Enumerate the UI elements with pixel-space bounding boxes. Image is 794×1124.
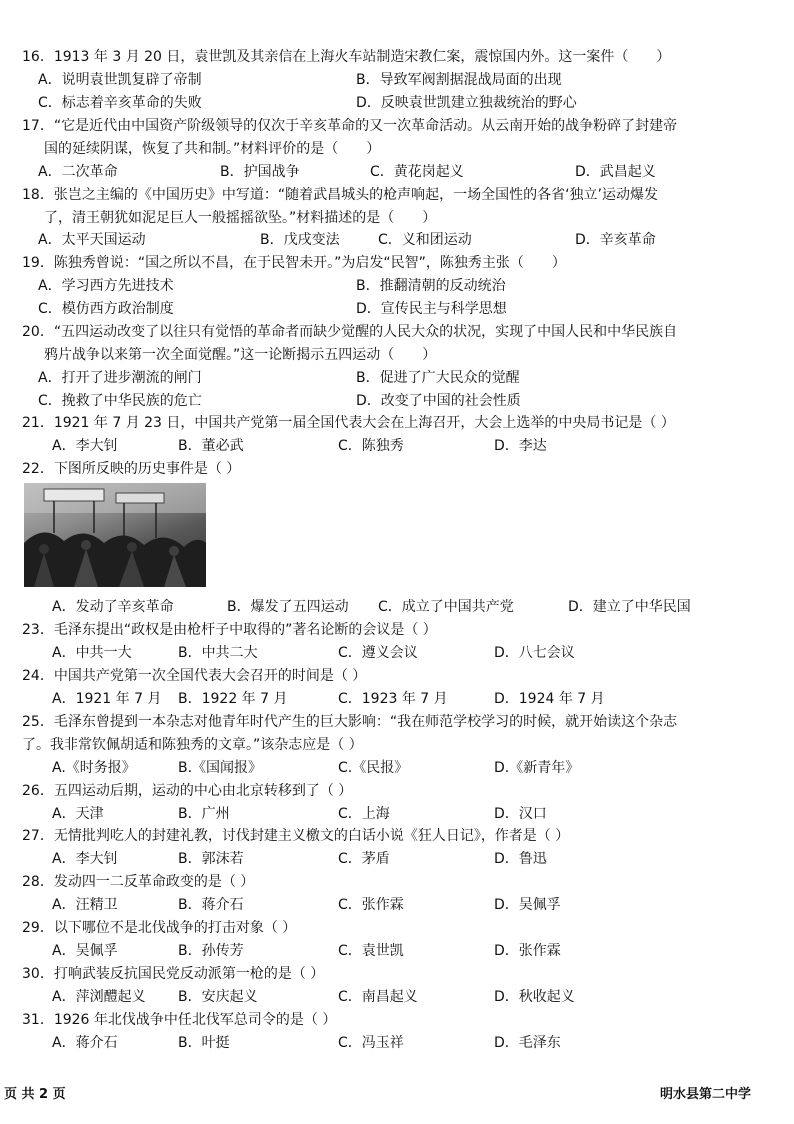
question-26-option-a: A．天津 [52,806,104,822]
question-31-option-d: D．毛泽东 [494,1035,561,1051]
question-25-option-d: D.《新青年》 [494,760,580,776]
question-29-option-a: A．吴佩孚 [52,943,118,959]
question-21-option-d: D．李达 [494,438,547,454]
question-16-option-d: D．反映袁世凯建立独裁统治的野心 [356,95,577,111]
question-26-option-d: D．汉口 [494,806,547,822]
question-28-option-b: B．蒋介石 [178,897,244,913]
question-28-option-a: A．汪精卫 [52,897,118,913]
question-25-stem-line2: 了。我非常钦佩胡适和陈独秀的文章。”该杂志应是（ ） [22,737,363,753]
question-29-option-b: B．孙传芳 [178,943,244,959]
question-19-option-d: D．宣传民主与科学思想 [356,301,507,317]
question-27-option-b: B．郭沫若 [178,851,244,867]
question-20-option-c: C．挽救了中华民族的危亡 [38,393,202,409]
may-fourth-protest-photo [24,483,206,587]
question-29-option-d: D．张作霖 [494,943,561,959]
question-28-stem: 28．发动四一二反革命政变的是（ ） [22,874,255,890]
question-29-stem: 29．以下哪位不是北伐战争的打击对象（ ） [22,920,297,936]
question-22-stem: 22．下图所反映的历史事件是（ ） [22,461,241,477]
question-25-stem-line1: 25．毛泽东曾提到一本杂志对他青年时代产生的巨大影响：“我在师范学校学习的时候，就开始读这个杂志 [22,714,678,730]
question-29-option-c: C．袁世凯 [338,943,404,959]
crowd-illustration [24,483,206,587]
question-26-option-b: B．广州 [178,806,230,822]
question-23-option-c: C．遵义会议 [338,645,418,661]
question-24-option-d: D．1924 年 7 月 [494,691,605,707]
question-22-option-c: C．成立了中国共产党 [378,599,514,615]
question-20-option-a: A．打开了进步潮流的闸门 [38,370,202,386]
question-27-option-c: C．茅盾 [338,851,390,867]
question-20-option-b: B．促进了广大民众的觉醒 [356,370,520,386]
question-20-stem-line2: 鸦片战争以来第一次全面觉醒。”这一论断揭示五四运动（ ） [44,347,437,363]
question-23-option-a: A．中共一大 [52,645,132,661]
question-16-stem: 16．1913 年 3 月 20 日，袁世凯及其亲信在上海火车站制造宋教仁案，震惊国内外。这一案件（ ） [22,49,671,65]
question-27-option-d: D．鲁迅 [494,851,547,867]
question-16-option-b: B．导致军阀割据混战局面的出现 [356,72,562,88]
question-17-stem-line2: 国的延续阴谋，恢复了共和制。”材料评价的是（ ） [44,141,381,157]
question-17-option-d: D．武昌起义 [575,164,656,180]
question-31-option-c: C．冯玉祥 [338,1035,404,1051]
question-30-stem: 30．打响武装反抗国民党反动派第一枪的是（ ） [22,966,325,982]
question-24-stem: 24．中国共产党第一次全国代表大会召开的时间是（ ） [22,668,367,684]
question-19-option-c: C．模仿西方政治制度 [38,301,174,317]
question-25-option-c: C.《民报》 [338,760,409,776]
question-23-option-b: B．中共二大 [178,645,258,661]
question-16-option-a: A．说明袁世凯复辟了帝制 [38,72,202,88]
question-18-option-c: C．义和团运动 [378,232,472,248]
question-30-option-c: C．南昌起义 [338,989,418,1005]
question-31-stem: 31．1926 年北伐战争中任北伐军总司令的是（ ） [22,1012,337,1028]
question-19-option-a: A．学习西方先进技术 [38,278,174,294]
question-27-stem: 27．无情批判吃人的封建礼教，讨伐封建主义檄文的白话小说《狂人日记》，作者是（ ） [22,828,570,844]
question-20-option-d: D．改变了中国的社会性质 [356,393,521,409]
question-31-option-a: A．蒋介石 [52,1035,118,1051]
question-21-option-b: B．董必武 [178,438,244,454]
question-24-option-a: A．1921 年 7 月 [52,691,162,707]
question-27-option-a: A．李大钊 [52,851,118,867]
question-26-stem: 26．五四运动后期，运动的中心由北京转移到了（ ） [22,783,353,799]
page-footer-page-count: 页 共 2 页 [4,1087,66,1102]
question-19-stem: 19．陈独秀曾说：“国之所以不昌，在于民智未开。”为启发“民智”，陈独秀主张（ ） [22,255,566,271]
question-23-stem: 23．毛泽东提出“政权是由枪杆子中取得的”著名论断的会议是（ ） [22,622,437,638]
question-21-option-c: C．陈独秀 [338,438,404,454]
question-19-option-b: B．推翻清朝的反动统治 [356,278,506,294]
page-footer-school-name: 明水县第二中学 [660,1087,752,1102]
question-31-option-b: B．叶挺 [178,1035,230,1051]
question-18-stem-line1: 18．张岂之主编的《中国历史》中写道：“随着武昌城头的枪声响起，一场全国性的各省‘独立’运动爆发 [22,187,658,203]
question-28-option-d: D．吴佩孚 [494,897,561,913]
question-30-option-a: A．萍浏醴起义 [52,989,146,1005]
question-22-option-d: D．建立了中华民国 [568,599,691,615]
question-17-option-b: B．护国战争 [220,164,300,180]
question-24-option-b: B．1922 年 7 月 [178,691,288,707]
question-17-stem-line1: 17．“它是近代由中国资产阶级领导的仅次于辛亥革命的又一次革命活动。从云南开始的战争粉碎了封建帝 [22,118,678,134]
question-22-option-b: B．爆发了五四运动 [227,599,349,615]
question-30-option-d: D．秋收起义 [494,989,575,1005]
question-18-option-d: D．辛亥革命 [575,232,656,248]
question-22-option-a: A．发动了辛亥革命 [52,599,174,615]
question-18-stem-line2: 了，清王朝犹如泥足巨人一般摇摇欲坠。”材料描述的是（ ） [44,210,437,226]
question-25-option-a: A.《时务报》 [52,760,136,776]
question-20-stem-line1: 20．“五四运动改变了以往只有觉悟的革命者而缺少觉醒的人民大众的状况，实现了中国人民和中华民族自 [22,324,678,340]
question-26-option-c: C．上海 [338,806,390,822]
question-21-option-a: A．李大钊 [52,438,118,454]
question-25-option-b: B.《国闻报》 [178,760,263,776]
question-21-stem: 21．1921 年 7 月 23 日，中国共产党第一届全国代表大会在上海召开，大会上选举的中央局书记是（ ） [22,415,675,431]
question-24-option-c: C．1923 年 7 月 [338,691,448,707]
question-16-option-c: C．标志着辛亥革命的失败 [38,95,202,111]
question-17-option-a: A．二次革命 [38,164,118,180]
question-18-option-b: B．戊戌变法 [260,232,340,248]
question-18-option-a: A．太平天国运动 [38,232,146,248]
question-28-option-c: C．张作霖 [338,897,404,913]
question-23-option-d: D．八七会议 [494,645,575,661]
question-17-option-c: C．黄花岗起义 [370,164,464,180]
question-30-option-b: B．安庆起义 [178,989,258,1005]
